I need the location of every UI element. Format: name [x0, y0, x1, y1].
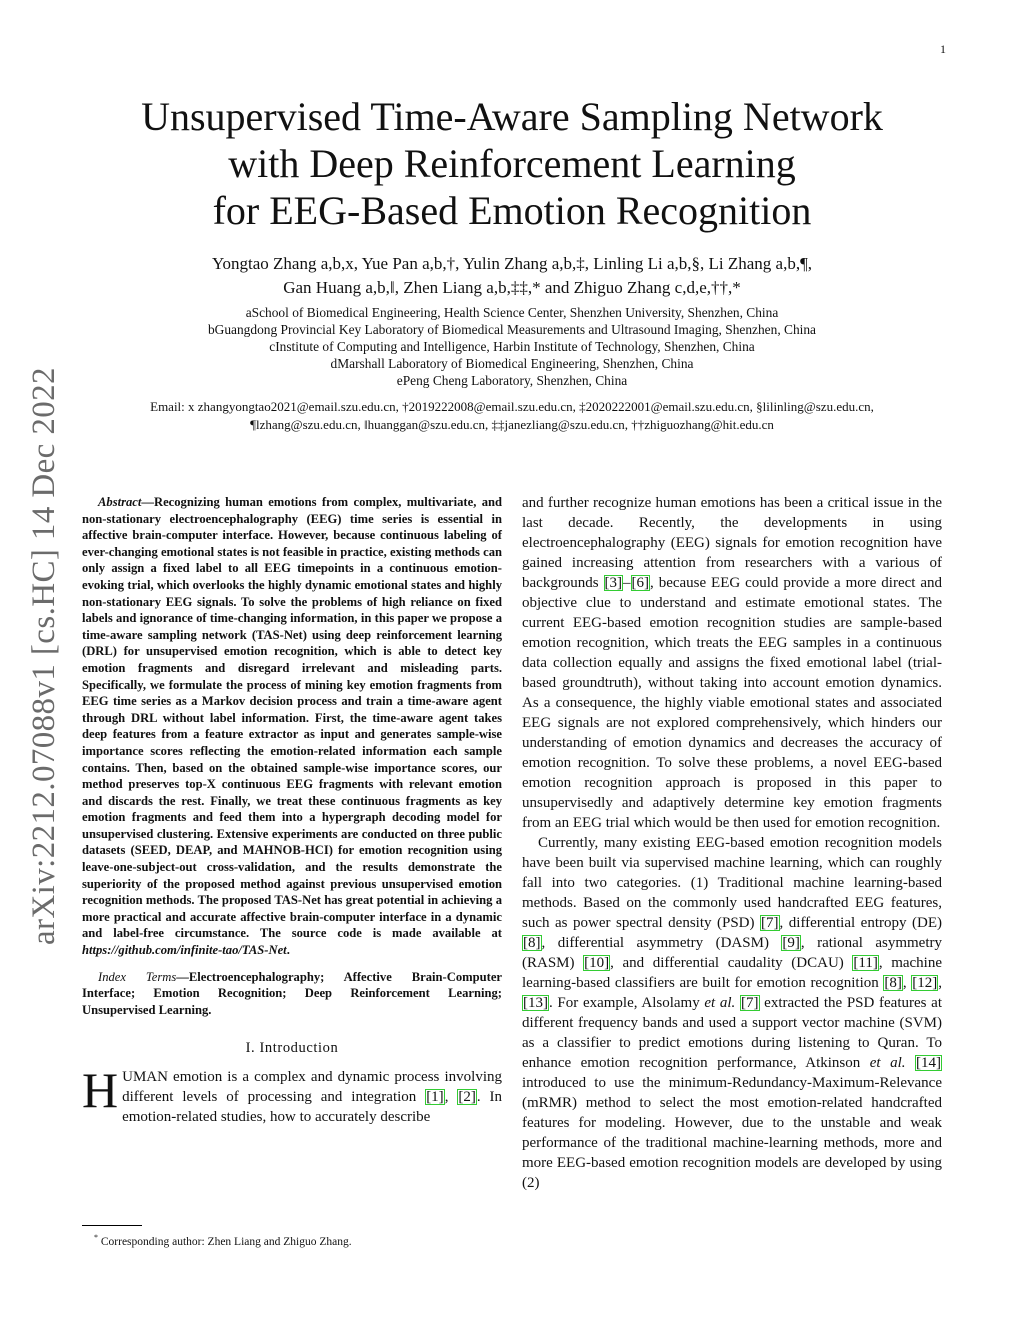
- intro-paragraph: [82, 1062, 502, 1127]
- body-text: , differential entropy (DE): [779, 915, 942, 931]
- paper-title: [100, 93, 924, 234]
- abstract-text: —Recognizing human emotions from complex, multivariate, and non-stationary electroencephalography (EEG) time series is essential in affective brain-computer interface. However, because continuous labeling of ever-changing emotional states is not feasible in practice, existing methods can only assign a fixed label to all EEG timepoints in a continuous emotion-evoking trial, which overlooks the highly dynamic emotional states and highly non-stationary EEG signals. To solve the problems of high reliance on fixed labels and ignorance of time-changing information, in this paper we propose a time-aware sampling network (TAS-Net) using deep reinforcement learning (DRL) for unsupervised emotion recognition, which is able to detect key emotion fragments and disregard irrelevant and misleading parts. Specifically, we formulate the process of mining key emotion fragments from EEG time series as a Markov decision process and train a time-aware agent through DRL without label information. First, the time-aware agent takes deep features from a feature extractor as input and generates sample-wise importance scores reflecting the emotion-related information each sample contains. Then, based on the obtained sample-wise importance scores, our method preserves top-X continuous EEG fragments with relevant emotion and discards the rest. Finally, we treat these continuous fragments as key emotion fragments and feed them into a hypergraph decoding model for unsupervised clustering. Extensive experiments are conducted on three public datasets (SEED, DEAP, and MAHNOB-HCI) for emotion recognition using leave-one-subject-out cross-validation, and the results demonstrate the superiority of the proposed method against previous unsupervised emotion recognition methods. The proposed TAS-Net has great potential in achieving a more practical and accurate affective brain-computer interface in a dynamic and label-free circumstance. The source code is made available at: [82, 495, 502, 941]
- authors-line-1: Yongtao Zhang a,b,x, Yue Pan a,b,†, Yulin Zhang a,b,‡, Linling Li a,b,§, Li Zhang a,b,¶,: [211, 254, 813, 273]
- affiliation-e: ePeng Cheng Laboratory, Shenzhen, China: [396, 373, 628, 388]
- affiliation-c: cInstitute of Computing and Intelligence, Harbin Institute of Technology, Shenzhen, China: [269, 339, 755, 354]
- arxiv-identifier: arXiv:2212.07088v1 [cs.HC] 14 Dec 2022: [26, 367, 62, 945]
- body-text: . For example, Alsolamy: [549, 995, 705, 1011]
- body-text: , rational asymmetry (RASM): [522, 935, 942, 971]
- body-text: , because EEG could provide a more direct and objective clue to understand and estimate emotional states. The current EEG-based emotion recognition studies are sample-based emotion recognition, which treats the EEG samples in a continuous data collection equally and assigns the fixed emotional label (trial-based groundtruth), without taking into account emotion dynamics. As a consequence, the highly viable emotional states and associated EEG signals are not explored comprehensively, which hinders our understanding of emotion dynamics and decreases the accuracy of emotion recognition. To solve these problems, a novel EEG-based emotion recognition approach is proposed in this paper to unsupervisedly and adaptively determine key emotion fragments from an EEG trial which would be then used for emotion recognition.: [522, 575, 942, 831]
- title-line-2: with Deep Reinforcement Learning: [228, 141, 796, 186]
- body-text: extracted the PSD features at different frequency bands and used a support vector machine (SVM) as a classifier to predict emotions during listening to Quran. To enhance emotion recognition performance, Atkinson: [522, 995, 942, 1071]
- title-line-1: Unsupervised Time-Aware Sampling Network: [141, 94, 883, 139]
- citation-link[interactable]: [9]: [782, 935, 800, 951]
- body-text: Currently, many existing EEG-based emotion recognition models have been built via supervised machine learning, which can roughly fall into two categories. (1) Traditional machine learning-based methods. Based on the commonly used handcrafted EEG features, such as power spectral density (PSD): [522, 835, 942, 931]
- citation-link[interactable]: [11]: [853, 955, 878, 971]
- intro-text: ,: [444, 1089, 458, 1106]
- footnote-marker: *: [94, 1233, 98, 1243]
- source-code-link[interactable]: https://github.com/infinite-tao/TAS-Net: [82, 943, 287, 958]
- affiliation-a: aSchool of Biomedical Engineering, Health Science Center, Shenzhen University, Shenzhen, China: [245, 305, 779, 320]
- citation-link[interactable]: [14]: [916, 1055, 941, 1071]
- body-paragraph-1: [522, 493, 942, 833]
- citation-link[interactable]: [8]: [884, 975, 902, 991]
- citation-link[interactable]: [12]: [912, 975, 938, 991]
- author-list: [100, 252, 924, 300]
- right-column: [522, 493, 942, 1193]
- footnote-text: Corresponding author: Zhen Liang and Zhiguo Zhang.: [100, 1236, 352, 1248]
- citation-link[interactable]: [7]: [741, 995, 759, 1011]
- citation-link[interactable]: [7]: [761, 915, 779, 931]
- body-text-italic: et al.: [704, 995, 736, 1011]
- section-heading-introduction: I. Introduction: [245, 1040, 339, 1057]
- body-text: and further recognize human emotions has been a critical issue in the last decade. Recently, the developments in using electroencephalography (EEG) signals for emotion recognition have gained increasing attention from researchers with a various of backgrounds: [522, 495, 942, 591]
- abstract: [82, 494, 502, 959]
- intro-text: . In emotion-related studies, how to accurately describe: [122, 1089, 502, 1126]
- citation-link[interactable]: [2]: [458, 1089, 476, 1106]
- body-text: ,: [938, 975, 942, 991]
- body-text: [906, 1055, 916, 1071]
- abstract-end: .: [286, 943, 290, 958]
- email-list: [60, 398, 964, 434]
- footnote: [94, 1233, 352, 1248]
- body-text: , machine learning-based classifiers are built for emotion recognition: [522, 955, 943, 991]
- affiliation-d: dMarshall Laboratory of Biomedical Engineering, Shenzhen, China: [330, 356, 694, 371]
- title-line-3: for EEG-Based Emotion Recognition: [212, 188, 812, 233]
- citation-link[interactable]: [8]: [523, 935, 541, 951]
- affiliations: [100, 304, 924, 389]
- affiliation-b: bGuangdong Provincial Key Laboratory of Biomedical Measurements and Ultrasound Imaging, Shenzhen, China: [207, 322, 816, 337]
- body-text: , and differential caudality (DCAU): [610, 955, 853, 971]
- index-terms-text: —Electroencephalography; Affective Brain-Computer Interface; Emotion Recognition; Deep Reinforcement Learning; Unsupervised Learning.: [82, 969, 503, 1017]
- citation-link[interactable]: [3]: [604, 575, 623, 591]
- body-text: introduced to use the minimum-Redundancy-Maximum-Relevance (mRMR) method to select the most emotion-related handcrafted features for modeling. However, due to the unstable and weak performance of the traditional machine-learning methods, more and more EEG-based emotion recognition models are developed by using (2): [522, 1075, 942, 1191]
- left-column: [82, 494, 502, 1127]
- citation-link[interactable]: [13]: [523, 995, 548, 1011]
- body-text: ,: [902, 975, 912, 991]
- dropcap-letter: H: [82, 1062, 119, 1119]
- emails-line-2: ¶lzhang@szu.edu.cn, ‖huanggan@szu.edu.cn, ‡‡janezliang@szu.edu.cn, ††zhiguozhang@hit.edu.cn: [250, 417, 774, 432]
- body-text-italic: et al.: [869, 1055, 906, 1071]
- body-text: –: [623, 575, 631, 591]
- emails-line-1: Email: x zhangyongtao2021@email.szu.edu.cn, †2019222008@email.szu.edu.cn, ‡2020222001@email.szu.edu.cn, §lilinling@szu.edu.cn,: [150, 399, 874, 414]
- abstract-label: Abstract: [98, 495, 142, 509]
- citation-link[interactable]: [6]: [631, 575, 650, 591]
- page-number: 1: [940, 42, 946, 56]
- citation-link[interactable]: [10]: [584, 955, 610, 971]
- body-text: , differential asymmetry (DASM): [541, 935, 782, 951]
- index-terms: [82, 969, 502, 1019]
- authors-line-2: Gan Huang a,b,‖, Zhen Liang a,b,‡‡,* and Zhiguo Zhang c,d,e,††,*: [283, 278, 741, 297]
- index-terms-label: Index Terms: [98, 969, 177, 984]
- footnote-divider: [82, 1225, 142, 1226]
- body-paragraph-2: [522, 833, 942, 1193]
- intro-text: UMAN emotion is a complex and dynamic process involving different levels of processing and integration: [122, 1069, 502, 1106]
- citation-link[interactable]: [1]: [426, 1089, 444, 1106]
